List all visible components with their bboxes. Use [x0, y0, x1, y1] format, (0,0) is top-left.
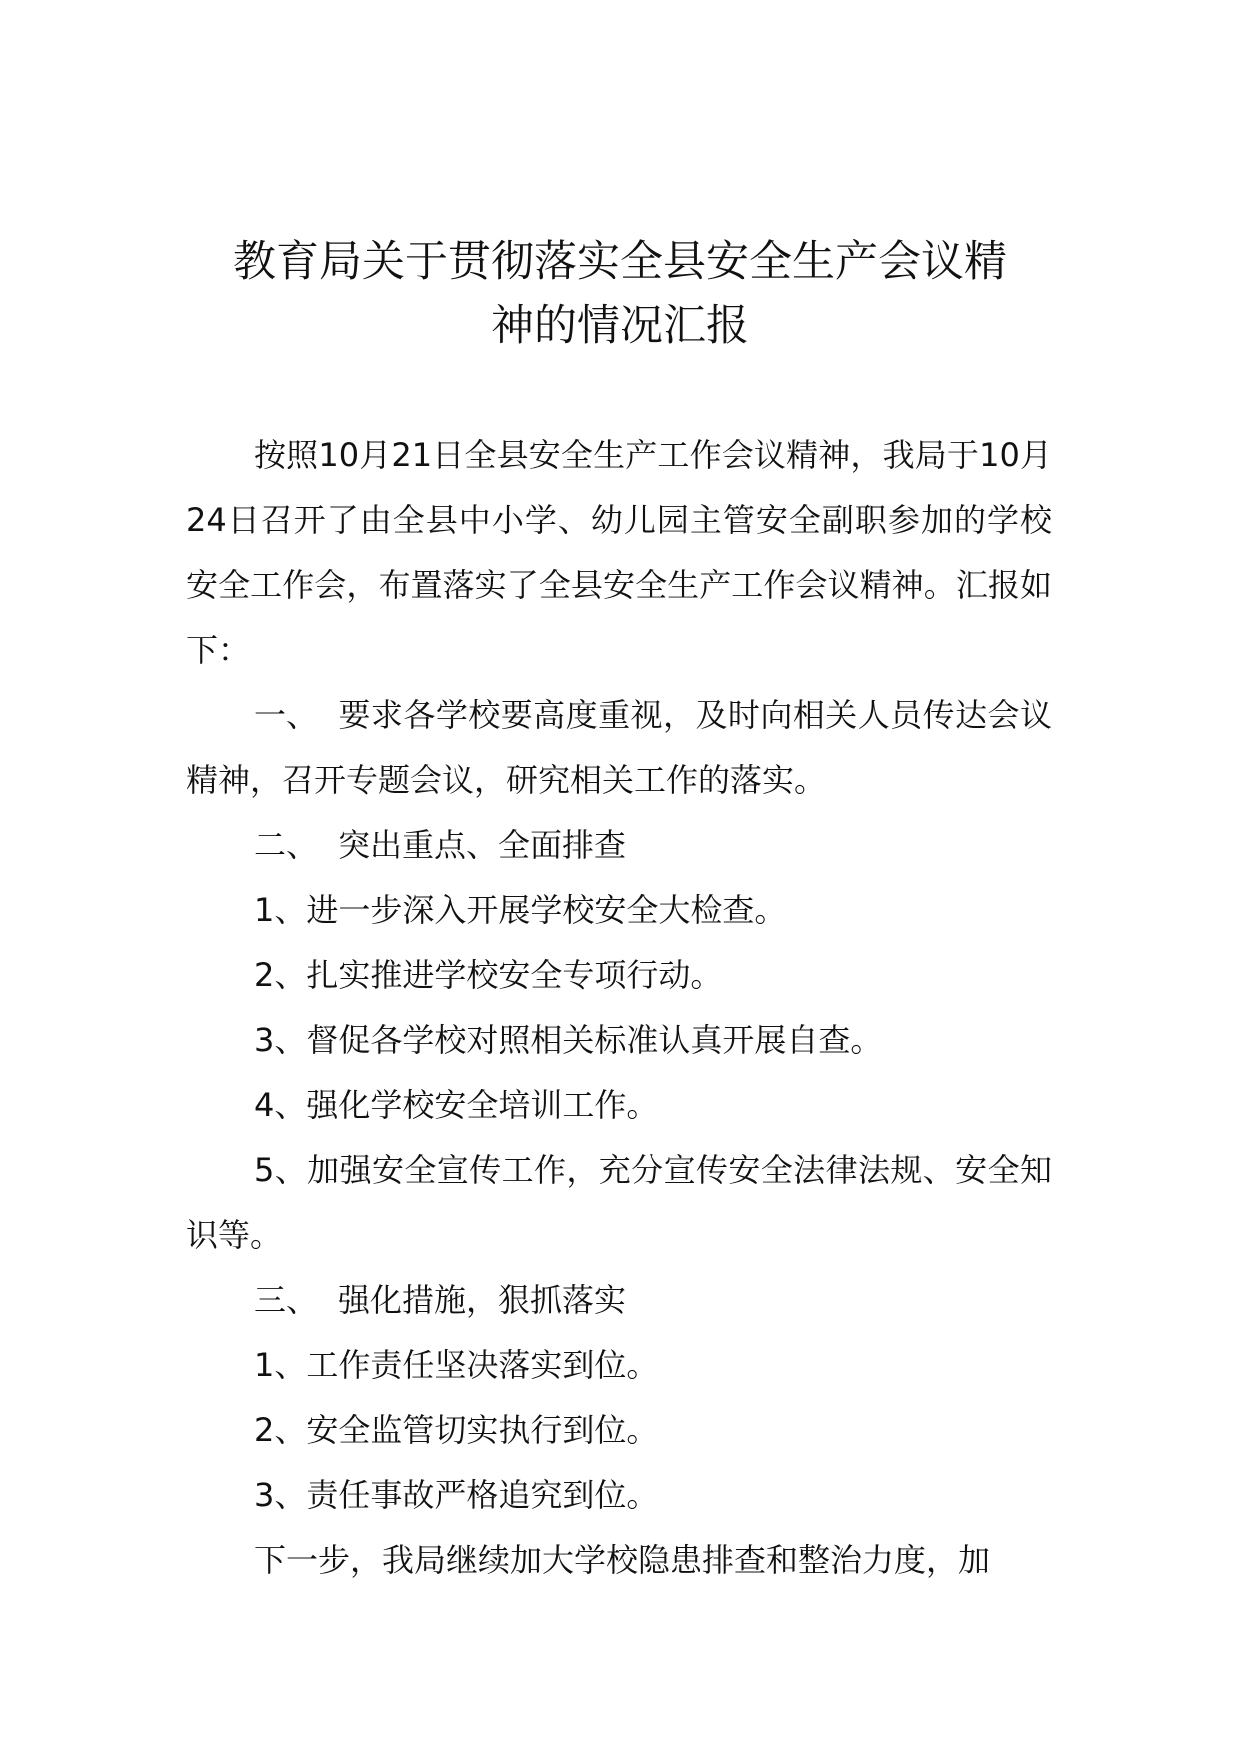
intro-paragraph: 按照10月21日全县安全生产工作会议精神，我局于10月24日召开了由全县中小学、幼儿园主管安全副职参加的学校安全工作会，布置落实了全县安全生产工作会议精神。汇报如下： [186, 436, 1052, 669]
title-line-1: 教育局关于贯彻落实全县安全生产会议精 [233, 237, 1007, 287]
title-line-2: 神的情况汇报 [491, 301, 749, 351]
section-1-text: 要求各学校要高度重视，及时向相关人员传达会议精神，召开专题会议，研究相关工作的落实。 [186, 696, 1052, 799]
section-1-paragraph [186, 683, 1052, 813]
closing-paragraph: 下一步，我局继续加大学校隐患排查和整治力度，加 [254, 1541, 991, 1579]
list-item: 1、进一步深入开展学校安全大检查。 [254, 891, 787, 929]
section-2-text: 突出重点、全面排查 [338, 826, 627, 864]
list-item: 1、工作责任坚决落实到位。 [254, 1346, 659, 1384]
section-3-heading [186, 1268, 1052, 1333]
section-3-text: 强化措施，狠抓落实 [338, 1281, 627, 1319]
list-item: 3、责任事故严格追究到位。 [254, 1476, 659, 1514]
list-item: 3、督促各学校对照相关标准认真开展自查。 [254, 1021, 883, 1059]
section-1-number: 一、 [254, 696, 319, 734]
section-3-number: 三、 [254, 1281, 319, 1319]
list-item: 5、加强安全宣传工作，充分宣传安全法律法规、安全知识等。 [186, 1151, 1052, 1254]
list-item: 4、强化学校安全培训工作。 [254, 1086, 659, 1124]
section-2-number: 二、 [254, 826, 319, 864]
section-2-heading [186, 813, 1052, 878]
list-item: 2、扎实推进学校安全专项行动。 [254, 956, 723, 994]
list-item: 2、安全监管切实执行到位。 [254, 1411, 659, 1449]
document-title [190, 230, 1050, 358]
document-body [186, 423, 1052, 1593]
